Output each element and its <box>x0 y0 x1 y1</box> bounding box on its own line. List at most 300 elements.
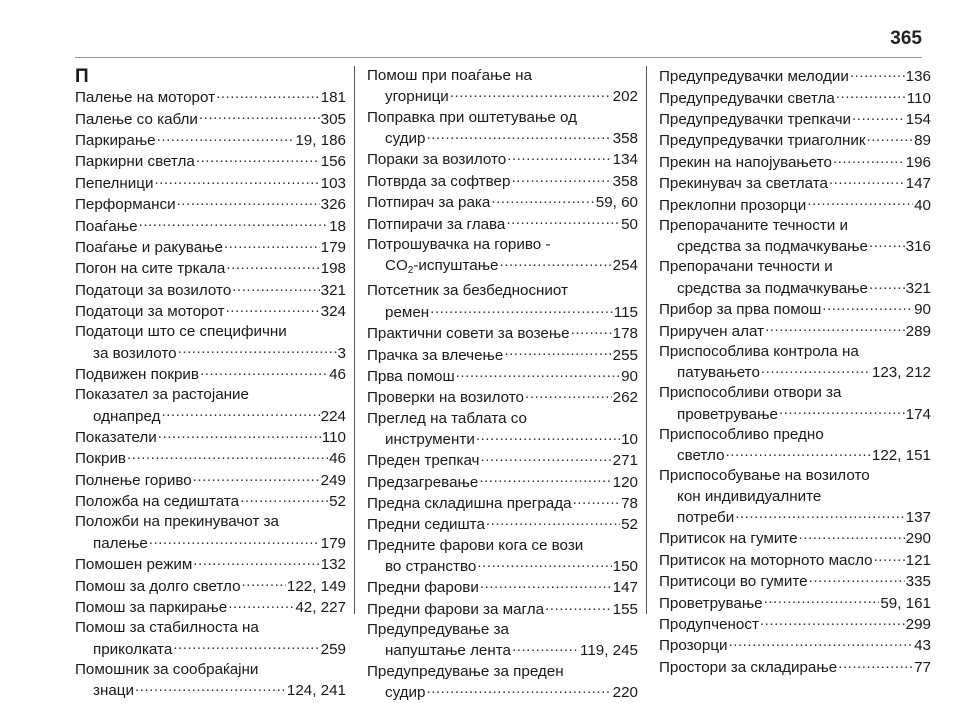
index-entry-line <box>659 130 931 151</box>
dot-leader <box>232 280 319 295</box>
index-entry-name: Полнење гориво <box>75 471 192 489</box>
index-entry-pages: 196 <box>905 153 931 171</box>
index-entry-pages: 316 <box>905 238 931 256</box>
index-entry <box>659 528 931 549</box>
index-entry-pages: 154 <box>905 110 931 128</box>
dot-leader <box>199 108 320 123</box>
index-entry-name: Палење на моторот <box>75 89 216 107</box>
dot-leader <box>761 362 871 377</box>
dot-leader <box>869 236 905 251</box>
index-entry-line <box>367 344 638 365</box>
index-entry-line <box>75 301 346 322</box>
index-entry-line <box>659 299 931 320</box>
index-entry-name: Предупредувачки трепкачи <box>659 110 852 128</box>
dot-leader <box>764 592 880 607</box>
index-entry-pages: 220 <box>612 684 638 702</box>
index-entry-pages: 52 <box>329 493 346 511</box>
index-entry-pages: 198 <box>320 260 346 278</box>
dot-leader <box>500 255 612 270</box>
index-entry-pages: 358 <box>612 172 638 190</box>
index-entry-name: Преден трепкач <box>367 452 480 470</box>
index-entry <box>367 171 638 192</box>
index-entry-name: Продупченост <box>659 616 759 634</box>
index-entry-text: Приспособлива контрола на <box>659 342 859 360</box>
index-entry-line <box>367 599 638 620</box>
index-entry-line <box>367 556 638 577</box>
index-entry-line <box>367 640 638 661</box>
index-entry <box>75 151 346 172</box>
index-entry-name: патувањето <box>677 364 760 382</box>
dot-leader <box>807 194 913 209</box>
index-entry-name: Практични совети за возење <box>367 325 570 343</box>
dot-leader <box>506 213 620 228</box>
index-entry <box>367 536 638 578</box>
index-entry <box>75 597 346 618</box>
index-entry-pages: 202 <box>612 88 638 106</box>
index-entry-pages: 335 <box>905 573 931 591</box>
index-entry-name: угорници <box>385 88 449 106</box>
dot-leader <box>228 597 294 612</box>
index-column-1 <box>75 66 355 700</box>
index-entry-text: кон индивидуалните <box>677 487 822 505</box>
index-entry-line <box>367 450 638 471</box>
dot-leader <box>173 638 319 653</box>
dot-leader <box>149 533 320 548</box>
index-entry-name: проветрување <box>677 405 778 423</box>
index-entry-name: Преклопни прозорци <box>659 196 807 214</box>
index-columns <box>75 66 939 702</box>
dot-leader <box>426 682 611 697</box>
index-entry-pages: 77 <box>914 658 931 676</box>
dot-leader <box>226 301 320 316</box>
index-entry <box>659 466 931 528</box>
dot-leader <box>430 302 613 317</box>
index-entry-line <box>659 87 931 108</box>
index-entry <box>659 571 931 592</box>
dot-leader <box>200 364 328 379</box>
index-entry-pages: 121 <box>905 551 931 569</box>
index-entry-line <box>367 213 638 234</box>
index-entry-name <box>385 256 499 281</box>
index-entry <box>75 280 346 301</box>
index-entry-name: Поаѓање и ракување <box>75 238 223 256</box>
index-entry-pages: 174 <box>905 405 931 423</box>
index-entry-pages: 324 <box>320 303 346 321</box>
index-entry-pages: 262 <box>612 389 638 407</box>
index-entry-name: Поаѓање <box>75 217 138 235</box>
index-entry-line <box>75 343 346 364</box>
index-entry <box>75 322 346 364</box>
index-entry-pages: 19, 186 <box>295 131 346 149</box>
header-rule <box>75 57 922 58</box>
dot-leader <box>729 635 914 650</box>
dot-leader <box>866 130 913 145</box>
index-entry-text: Помошник за сообраќајни <box>75 660 259 678</box>
dot-leader <box>193 470 320 485</box>
index-entry-name: Потпирач за рака <box>367 194 491 212</box>
index-entry-name: Помошен режим <box>75 556 193 574</box>
index-entry-text: Помош при поаѓање на <box>367 67 532 84</box>
index-entry-pages: 254 <box>612 257 638 275</box>
index-entry-name: Прекин на напојувањето <box>659 153 832 171</box>
index-entry-line <box>75 173 346 194</box>
dot-leader <box>760 614 905 629</box>
index-entry-pages: 155 <box>612 600 638 618</box>
index-entry <box>367 577 638 598</box>
dot-leader <box>874 550 905 565</box>
index-entry-text: Поправка при оштетување од <box>367 108 577 126</box>
index-entry <box>367 387 638 408</box>
index-entry <box>367 235 638 282</box>
index-entry-line <box>659 152 931 173</box>
index-entry-line <box>367 366 638 387</box>
index-entry-line <box>659 657 931 678</box>
index-entry-name: Пепелници <box>75 174 154 192</box>
index-column-2 <box>367 66 647 702</box>
dot-leader <box>177 194 320 209</box>
index-entry-pages: 249 <box>320 471 346 489</box>
index-entry-line <box>75 237 346 258</box>
index-entry-pages: 255 <box>612 346 638 364</box>
index-entry <box>367 281 638 323</box>
index-entry <box>75 237 346 258</box>
index-entry-pages: 136 <box>905 68 931 86</box>
index-entry <box>659 130 931 151</box>
index-entry <box>659 87 931 108</box>
index-entry-line <box>75 151 346 172</box>
index-entry-name: приколката <box>93 640 173 658</box>
index-entry-pages: 150 <box>612 558 638 576</box>
index-entry-name: Предзагревање <box>367 473 479 491</box>
index-entry-pages: 181 <box>320 89 346 107</box>
index-entry <box>659 320 931 341</box>
index-entry-line <box>75 215 346 236</box>
page-number: 365 <box>890 28 922 49</box>
index-entry-name: Проветрување <box>659 594 763 612</box>
index-entry <box>367 514 638 535</box>
index-entry <box>75 87 346 108</box>
dot-leader <box>735 507 904 522</box>
index-entry-name: Предни фарови за магла <box>367 600 545 618</box>
index-entry-name: Предупредувачки триаголник <box>659 132 866 150</box>
index-entry-line <box>367 471 638 492</box>
index-entry-line <box>367 192 638 213</box>
index-entry-name: Прекинувач за светлата <box>659 175 828 193</box>
dot-leader <box>476 429 620 444</box>
index-entry <box>75 194 346 215</box>
dot-leader <box>571 323 612 338</box>
dot-leader <box>480 450 611 465</box>
index-entry <box>367 344 638 365</box>
index-entry-pages: 115 <box>613 303 638 321</box>
index-entry-text: Предните фарови кога се вози <box>367 536 584 554</box>
index-entry <box>75 130 346 151</box>
index-entry-name: судир <box>385 129 426 147</box>
index-entry <box>75 470 346 491</box>
index-entry-name: Податоци за моторот <box>75 303 225 321</box>
index-entry-pages: 120 <box>612 473 638 491</box>
dot-leader <box>869 278 905 293</box>
index-entry-name: Предни фарови <box>367 579 479 597</box>
index-entry-line <box>659 404 931 425</box>
index-entry-pages: 42, 227 <box>295 599 346 616</box>
index-entry-pages: 78 <box>621 495 638 513</box>
index-entry-pages: 50 <box>621 215 638 233</box>
index-entry <box>367 620 638 662</box>
dot-leader <box>479 471 611 486</box>
dot-leader <box>852 109 905 124</box>
index-entry-name: Притисоци во гумите <box>659 573 808 591</box>
dot-leader <box>193 554 319 569</box>
index-entry-pages: 179 <box>320 534 346 552</box>
index-entry <box>367 366 638 387</box>
dot-leader <box>226 258 319 273</box>
index-entry-line <box>659 320 931 341</box>
dot-leader <box>486 514 620 529</box>
index-entry <box>367 409 638 451</box>
index-entry <box>659 216 931 258</box>
index-entry-text: Помош за стабилноста на <box>75 619 259 637</box>
index-entry-text: Препорачаните течности и <box>659 216 848 234</box>
index-entry-line <box>75 597 346 618</box>
index-entry-text: Препорачани течности и <box>659 258 833 276</box>
dot-leader <box>477 556 611 571</box>
index-entry-line <box>367 429 638 450</box>
index-entry <box>659 66 931 87</box>
index-entry-pages: 137 <box>905 509 931 527</box>
index-entry-pages: 89 <box>914 132 931 150</box>
index-entry <box>75 215 346 236</box>
index-entry-name: Предупредувачки мелодии <box>659 68 849 86</box>
index-entry-line <box>367 323 638 344</box>
index-entry-line <box>367 514 638 535</box>
index-entry-text: Приспособливи отвори за <box>659 384 842 402</box>
index-entry-line <box>367 302 638 323</box>
index-entry-pages: 326 <box>320 196 346 214</box>
index-entry-text: Приспособување на возилото <box>659 467 870 485</box>
index-entry-name: Прибор за прва помош <box>659 301 822 319</box>
dot-leader <box>850 66 905 81</box>
index-entry-pages: 290 <box>905 530 931 548</box>
index-entry-pages: 299 <box>905 616 931 634</box>
index-entry-pages: 289 <box>905 322 931 340</box>
index-entry-name: Простори за складирање <box>659 658 838 676</box>
index-entry <box>367 213 638 234</box>
index-entry-name: Податоци за возилото <box>75 281 232 299</box>
index-entry-name: ремен <box>385 303 430 321</box>
index-entry <box>367 323 638 344</box>
index-entry-text: Предупредување за преден <box>367 662 564 680</box>
index-column-3 <box>659 66 939 678</box>
index-entry-line <box>659 635 931 656</box>
index-entry-pages: 46 <box>329 450 346 468</box>
dot-leader <box>154 173 319 188</box>
dot-leader <box>426 128 611 143</box>
index-entry-pages: 178 <box>612 325 638 343</box>
index-entry-line <box>367 387 638 408</box>
index-entry-text: Показател за растојание <box>75 386 249 404</box>
index-entry-name-rest: -испуштање <box>413 257 499 275</box>
index-entry-pages: 259 <box>320 640 346 658</box>
index-entry <box>659 614 931 635</box>
dot-leader <box>504 344 611 359</box>
dot-leader <box>178 343 337 358</box>
index-entry <box>367 149 638 170</box>
index-entry-name: Потврда за софтвер <box>367 172 511 190</box>
index-entry <box>659 109 931 130</box>
index-entry-pages: 305 <box>320 110 346 128</box>
index-entry-pages: 122, 151 <box>871 447 931 465</box>
index-entry-name: Палење со кабли <box>75 110 198 128</box>
index-entry <box>367 66 638 108</box>
index-entry-pages: 103 <box>320 174 346 192</box>
index-entry-pages: 156 <box>320 153 346 171</box>
index-entry-line <box>75 130 346 151</box>
index-entry-text: Преглед на таблата со <box>367 409 528 427</box>
index-entry-line <box>659 550 931 571</box>
index-entry-pages: 52 <box>621 516 638 534</box>
index-entry-line <box>659 592 931 613</box>
index-entry-line <box>659 109 931 130</box>
dot-leader <box>216 87 320 102</box>
index-entry <box>75 258 346 279</box>
dot-leader <box>511 171 611 186</box>
dot-leader <box>196 151 320 166</box>
index-entry-pages: 46 <box>329 366 346 384</box>
index-entry-pages: 43 <box>914 637 931 655</box>
index-entry <box>659 299 931 320</box>
index-entry-line <box>659 278 931 299</box>
index-entry <box>75 385 346 427</box>
index-entry <box>75 512 346 554</box>
index-entry-line <box>75 554 346 575</box>
index-entry-name: Потпирачи за глава <box>367 215 506 233</box>
index-entry <box>659 173 931 194</box>
index-entry-line <box>75 108 346 129</box>
index-entry-name: знаци <box>93 682 134 700</box>
index-entry-name: Помош за долго светло <box>75 577 241 595</box>
index-entry-pages: 134 <box>612 151 638 169</box>
index-entry-name: за возилото <box>93 344 177 362</box>
index-entry-line <box>75 427 346 448</box>
index-entry-name: судир <box>385 684 426 702</box>
dot-leader <box>525 387 612 402</box>
index-entry-pages: 321 <box>320 281 346 299</box>
index-entry-line <box>75 87 346 108</box>
index-entry-line <box>659 528 931 549</box>
index-entry-name: Прозорци <box>659 637 728 655</box>
dot-leader <box>829 173 905 188</box>
index-entry-line <box>75 680 346 701</box>
index-entry <box>75 108 346 129</box>
index-entry-pages: 123, 212 <box>871 364 931 382</box>
index-entry-name: Прва помош <box>367 367 455 385</box>
index-entry-line <box>659 571 931 592</box>
index-entry-pages: 90 <box>621 367 638 385</box>
index-entry-pages: 321 <box>905 279 931 297</box>
index-entry-name: инструменти <box>385 430 475 448</box>
index-entry-pages: 147 <box>612 579 638 597</box>
index-entry-line <box>75 575 346 596</box>
index-entry-pages: 10 <box>621 430 638 448</box>
dot-leader <box>139 215 329 230</box>
index-entry <box>75 364 346 385</box>
index-entry <box>75 173 346 194</box>
index-entry-line <box>367 577 638 598</box>
index-entry-line <box>75 194 346 215</box>
index-entry-line <box>367 171 638 192</box>
index-entry-name: однапред <box>93 407 161 425</box>
index-entry-name: Положба на седиштата <box>75 493 240 511</box>
index-entry-name: Паркирни светла <box>75 153 195 171</box>
index-entry <box>75 660 346 702</box>
dot-leader <box>456 366 620 381</box>
index-entry-pages: 224 <box>320 407 346 425</box>
index-entry-line <box>659 236 931 257</box>
index-entry <box>75 427 346 448</box>
index-entry-name-prefix: CO <box>385 257 408 275</box>
index-entry <box>659 342 931 384</box>
dot-leader <box>809 571 905 586</box>
index-entry <box>659 592 931 613</box>
index-entry <box>659 550 931 571</box>
index-entry-pages: 40 <box>914 196 931 214</box>
index-entry-name: потреби <box>677 509 735 527</box>
dot-leader <box>135 680 286 695</box>
index-entry-name: Погон на сите тркала <box>75 260 226 278</box>
dot-leader <box>512 640 579 655</box>
index-entry-pages: 59, 161 <box>880 594 931 612</box>
index-entry-text: Потсетник за безбедносниот <box>367 282 568 300</box>
index-entry-line <box>367 682 638 703</box>
index-entry-text: Положби на прекинувачот за <box>75 513 279 531</box>
section-letter: П <box>75 66 89 87</box>
index-entry-name: напуштање лента <box>385 642 512 660</box>
dot-leader <box>480 577 612 592</box>
index-entry-pages: 179 <box>320 238 346 256</box>
index-entry-pages: 110 <box>321 429 346 447</box>
dot-leader <box>838 657 913 672</box>
dot-leader <box>507 149 611 164</box>
index-entry <box>659 194 931 215</box>
index-entry-name: Проверки на возилото <box>367 389 524 407</box>
dot-leader <box>836 87 906 102</box>
index-entry-name: средства за подмачкување <box>677 238 868 256</box>
index-entry <box>367 662 638 703</box>
index-entry-line <box>367 493 638 514</box>
index-entry-text: Податоци што се специфични <box>75 323 287 341</box>
index-entry-pages: 122, 149 <box>286 577 346 595</box>
index-entry-pages: 147 <box>905 175 931 193</box>
index-entry <box>367 450 638 471</box>
index-entry-pages: 271 <box>612 452 638 470</box>
index-entry-name: Притисок на гумите <box>659 530 798 548</box>
index-entry-text: Приспособливо предно <box>659 425 824 443</box>
index-entry-subscript: 2 <box>407 265 414 277</box>
index-entry <box>75 491 346 512</box>
index-entry <box>367 192 638 213</box>
index-entry-line <box>659 66 931 87</box>
index-entry-name: Прачка за влечење <box>367 346 504 364</box>
index-entry-pages: 124, 241 <box>286 682 346 700</box>
dot-leader <box>833 152 905 167</box>
index-entry-line <box>367 149 638 170</box>
dot-leader <box>573 493 621 508</box>
dot-leader <box>765 320 905 335</box>
dot-leader <box>726 445 871 460</box>
index-entry-pages: 3 <box>337 344 346 362</box>
index-entry-name: палење <box>93 534 148 552</box>
